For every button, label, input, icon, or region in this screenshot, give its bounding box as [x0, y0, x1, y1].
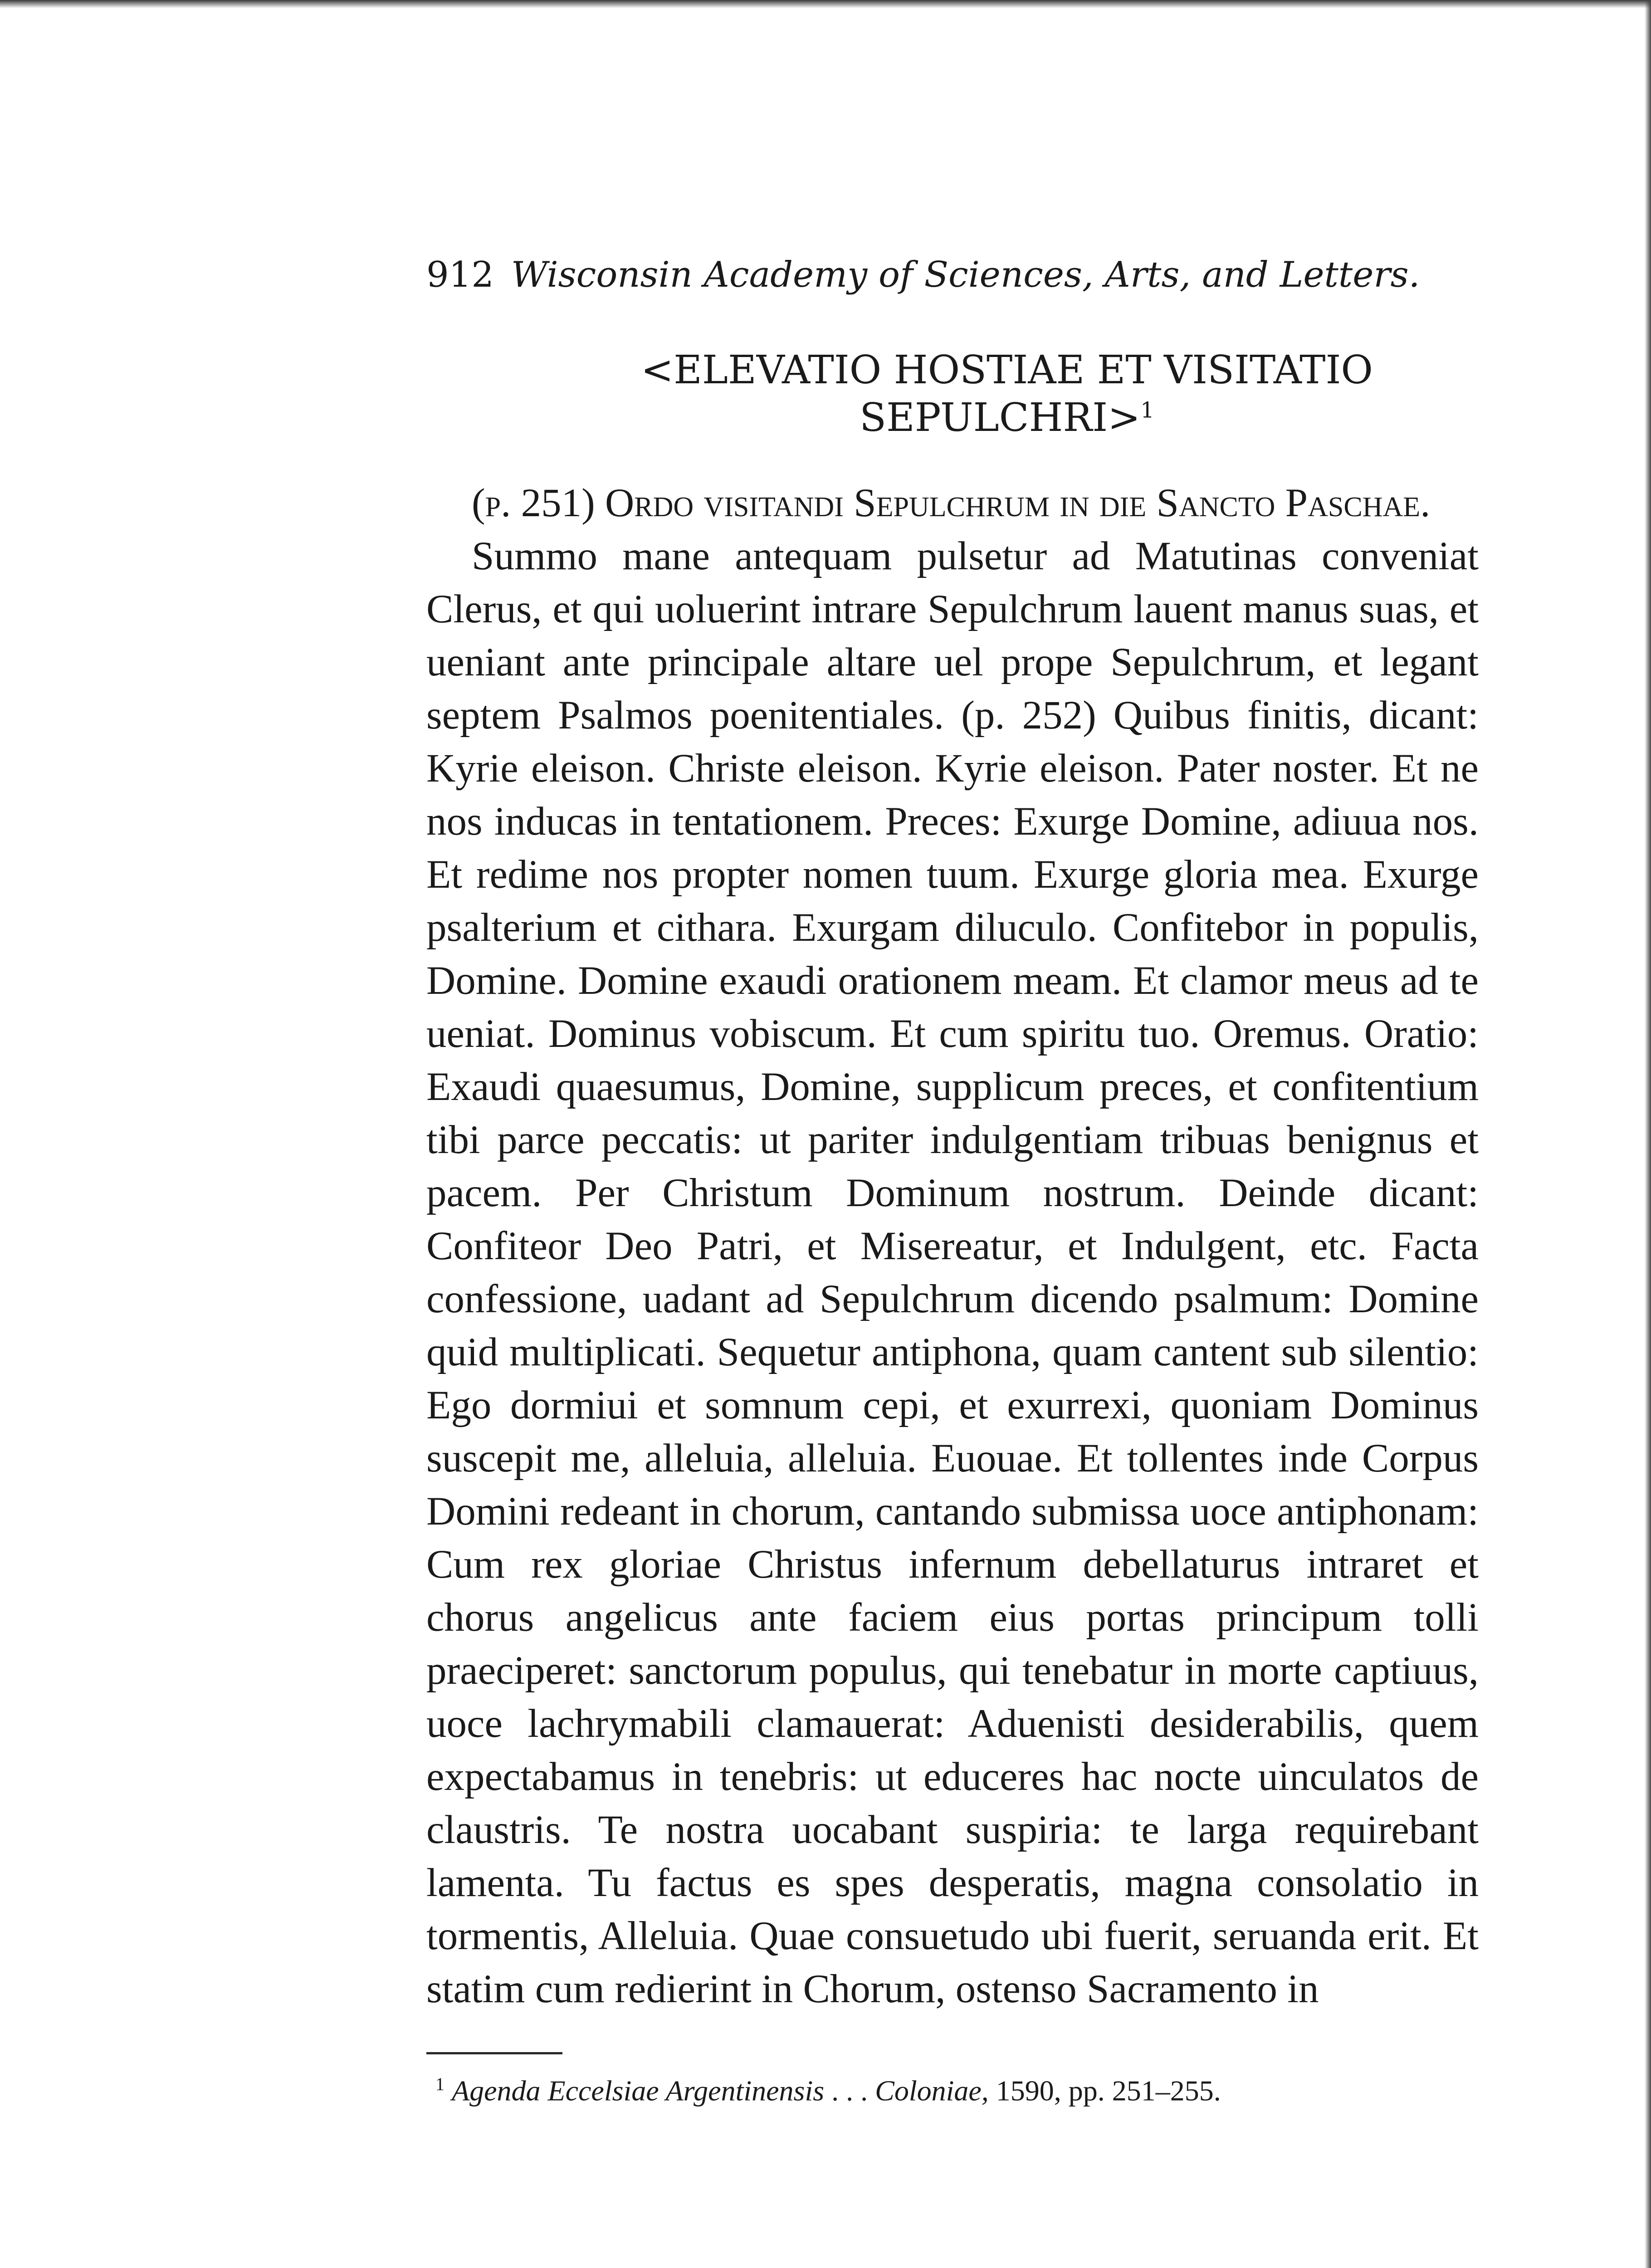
- scan-edge-top: [0, 0, 1651, 8]
- footnote-ellipsis: . . .: [831, 2074, 868, 2107]
- paragraph-summo-mane: Summo mane antequam pulsetur ad Matutinas conveniat Clerus, et qui uoluerint intrare Sepulchrum lauent manus suas, et ueniant ante principale altare uel prope Sepulchrum, et legant septem Psalmos poenitentiales. (p. 252) Quibus finitis, dicant: Kyrie eleison. Christe eleison. Kyrie eleison. Pater noster. Et ne nos inducas in tentationem. Preces: Exurge Domine, adiuua nos. Et redime nos propter nomen tuum. Exurge gloria mea. Exurge psalterium et cithara. Exurgam diluculo. Confitebor in populis, Domine. Domine exaudi orationem meam. Et clamor meus ad te ueniat. Dominus vobiscum. Et cum spiritu tuo. Oremus. Oratio: Exaudi quaesumus, Domine, supplicum preces, et confitentium tibi parce peccatis: ut pariter indulgentiam tribuas benignus et pacem. Per Christum Dominum nostrum. Deinde dicant: Confiteor Deo Patri, et Misereatur, et Indulgent, etc. Facta confessione, uadant ad Sepulchrum dicendo psalmum: Domine quid multiplicati. Sequetur antiphona, quam cantent sub silentio: Ego dormiui et somnum cepi, et exurrexi, quoniam Dominus suscepit me, alleluia, alleluia. Euouae. Et tollentes inde Corpus Domini redeant in chorum, cantando submissa uoce antiphonam: Cum rex gloriae Christus infernum debellaturus intraret et chorus angelicus ante faciem eius portas principum tolli praeciperet: sanctorum populus, qui tenebatur in morte captiuus, uoce lachrymabili clamauerat: Aduenisti desiderabilis, quem expectabamus in tenebris: ut educeres hac nocte uinculatos de claustris. Te nostra uocabant suspiria: te larga requirebant lamenta. Tu factus es spes desperatis, magna consolatio in tormentis, Alleluia. Quae consuetudo ubi fuerit, seruanda erit. Et statim cum redierint in Chorum, ostenso Sacramento in: [426, 534, 1479, 2012]
- footnote-mark: 1: [435, 2074, 444, 2095]
- footnote-source-title: Agenda Eccelsiae Argentinensis: [452, 2074, 825, 2107]
- footnote-place: Coloniae,: [875, 2074, 989, 2107]
- footnote-details: 1590, pp. 251–255.: [996, 2074, 1221, 2107]
- body-text: [426, 477, 1479, 2016]
- footnote-divider: [426, 2052, 562, 2054]
- footnote: [426, 2063, 1479, 2112]
- section-heading: [535, 347, 1479, 442]
- heading-line-1: <ELEVATIO HOSTIAE ET VISITATIO: [641, 347, 1373, 393]
- paragraph-ordo: (p. 251) Ordo visitandi Sepulchrum in die Sancto Paschae.: [472, 481, 1431, 526]
- document-page: [426, 254, 1479, 2113]
- footnote-reference-mark: 1: [1140, 397, 1154, 423]
- scan-edge-right: [1645, 0, 1651, 2268]
- heading-line-2: [535, 394, 1479, 442]
- running-head: [426, 254, 1479, 297]
- page-number: 912: [426, 254, 494, 295]
- heading-line-2-text: SEPULCHRI>: [860, 395, 1141, 440]
- journal-title: Wisconsin Academy of Sciences, Arts, and Letters.: [511, 254, 1420, 295]
